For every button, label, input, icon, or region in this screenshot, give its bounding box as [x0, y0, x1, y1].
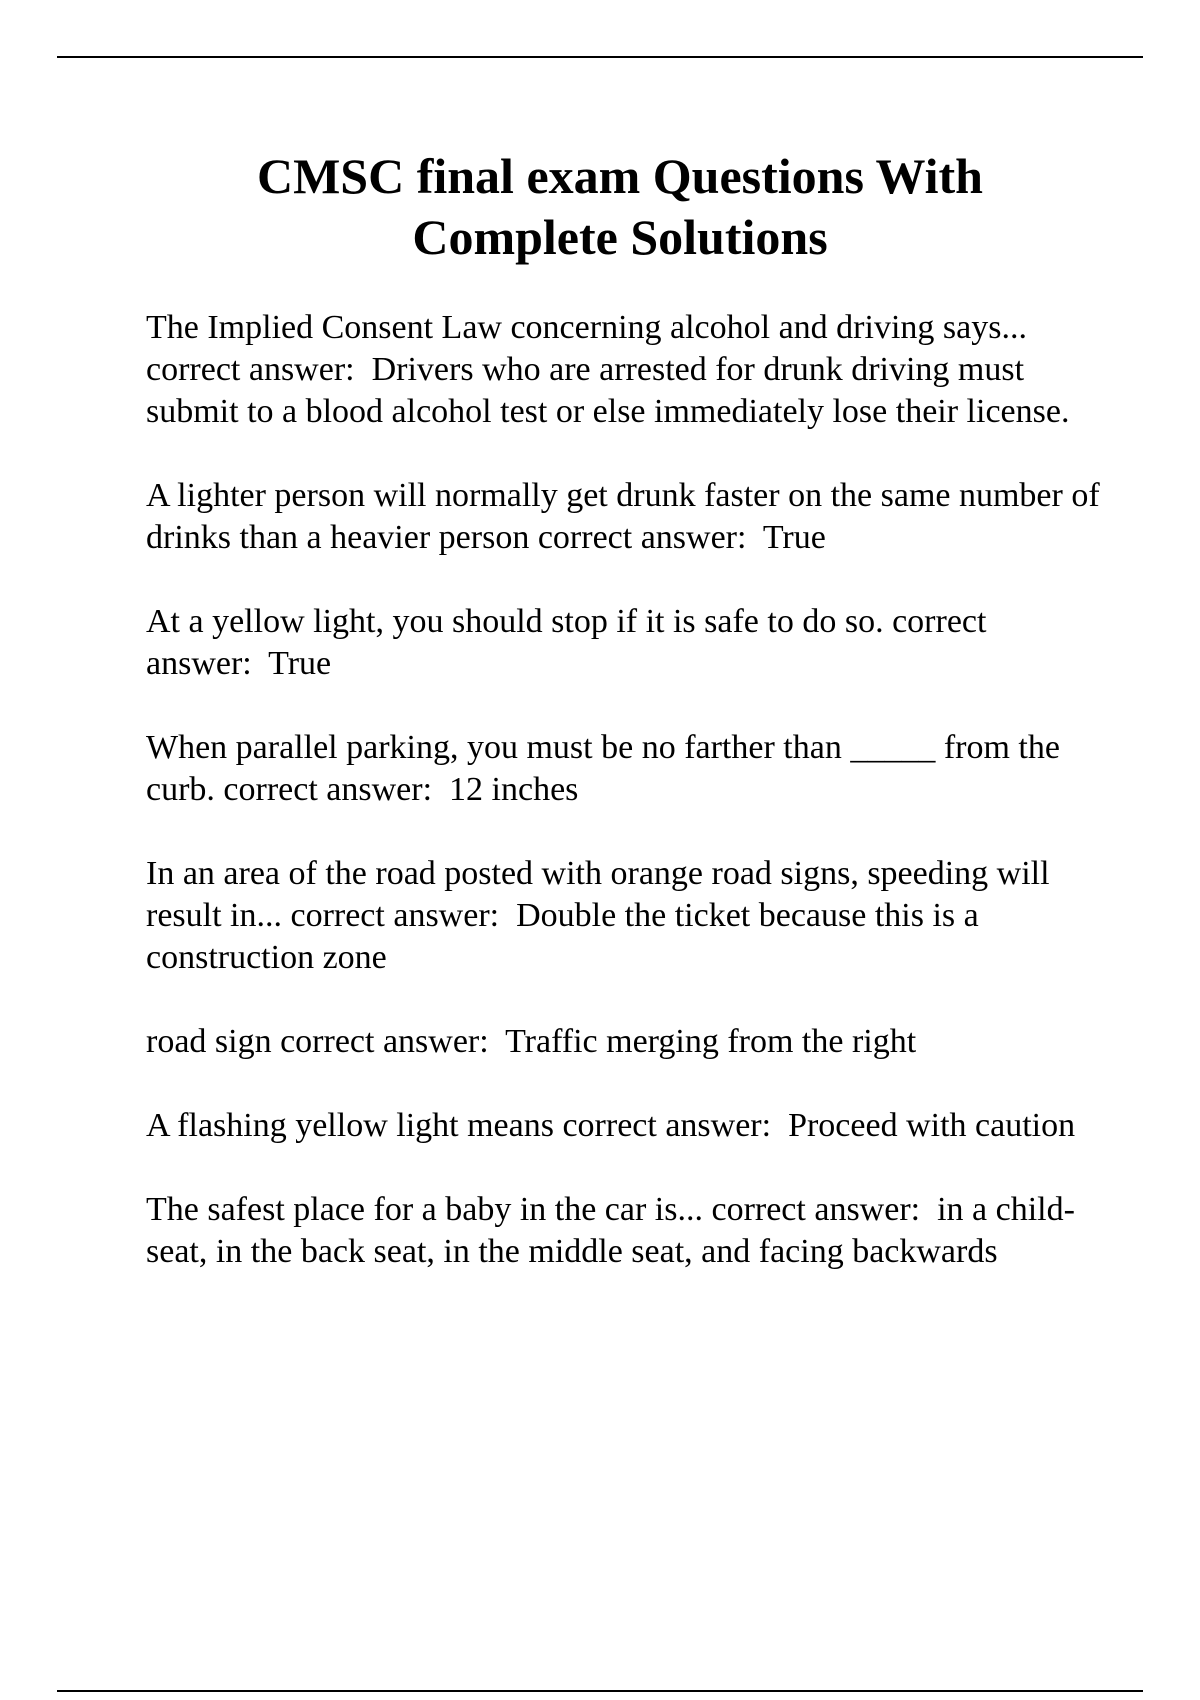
footer-rule [57, 1690, 1143, 1692]
title-line-1: CMSC final exam Questions With [256, 148, 983, 204]
question-text: A lighter person will normally get drunk faster on the same number of drinks than a heavier person [146, 477, 1100, 556]
answer-text: Drivers who are arrested for drunk driving must submit to a blood alcohol test or else immediately lose their license. [146, 351, 1070, 430]
answer-text: 12 inches [449, 771, 579, 808]
answer-text: True [268, 645, 332, 682]
answer-text: Traffic merging from the right [505, 1023, 917, 1060]
answer-label: correct answer: [280, 1023, 489, 1060]
qa-item [146, 1105, 1106, 1147]
qa-item [146, 601, 1106, 685]
answer-label: correct answer: [146, 603, 987, 682]
answer-label: correct answer: [711, 1191, 921, 1228]
answer-label: correct answer: [537, 519, 747, 556]
question-text: A flashing yellow light means [146, 1107, 554, 1144]
answer-label: correct answer: [562, 1107, 772, 1144]
header-rule [57, 56, 1143, 58]
question-text: When parallel parking, you must be no farther than _____ from the curb. [146, 729, 1060, 808]
question-text: The Implied Consent Law concerning alcohol and driving says... [146, 309, 1027, 346]
qa-item [146, 853, 1106, 979]
answer-text: Double the ticket because this is a construction zone [146, 897, 979, 976]
question-text: At a yellow light, you should stop if it is safe to do so. [146, 603, 884, 640]
title-line-2: Complete Solutions [412, 209, 828, 265]
qa-item [146, 307, 1106, 433]
qa-list [146, 307, 1106, 1315]
qa-item [146, 1021, 1106, 1063]
document-title [140, 146, 1100, 268]
question-text: In an area of the road posted with orange road signs, speeding will result in... [146, 855, 1050, 934]
answer-text: Proceed with caution [788, 1107, 1076, 1144]
answer-text: in a child-seat, in the back seat, in the middle seat, and facing backwards [146, 1191, 1075, 1270]
qa-item [146, 727, 1106, 811]
answer-label: correct answer: [146, 351, 355, 388]
qa-item [146, 475, 1106, 559]
answer-label: correct answer: [290, 897, 500, 934]
question-text: The safest place for a baby in the car is... [146, 1191, 703, 1228]
answer-label: correct answer: [223, 771, 433, 808]
answer-text: True [762, 519, 826, 556]
qa-item [146, 1189, 1106, 1273]
question-text: road sign [146, 1023, 272, 1060]
